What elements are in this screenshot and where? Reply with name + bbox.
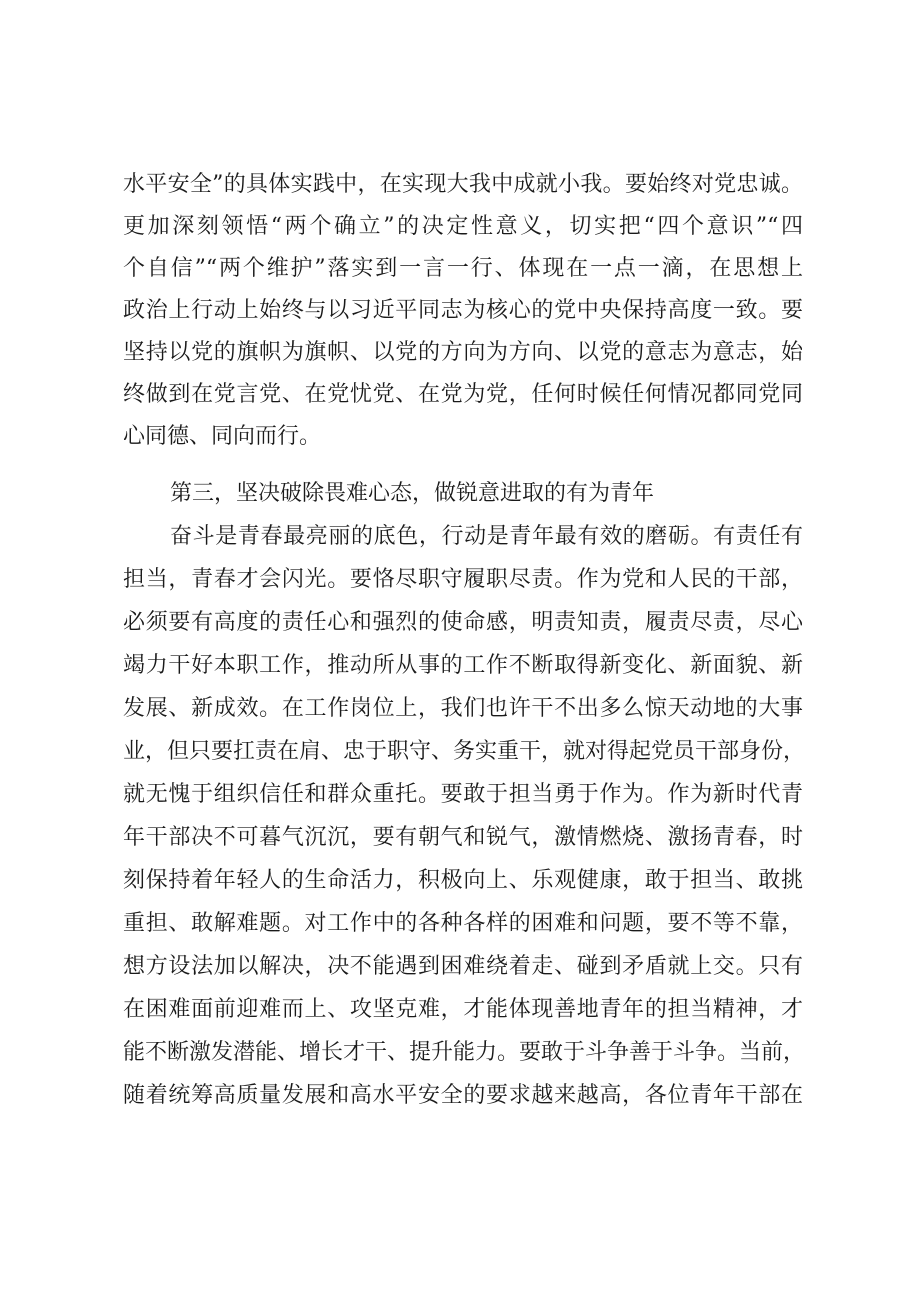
text-line: 刻保持着年轻人的生命活力，积极向上、乐观健康，敢于担当、敢挑 bbox=[123, 868, 803, 893]
text-line: 业，但只要扛责在肩、忠于职守、务实重干，就对得起党员干部身份， bbox=[123, 739, 806, 764]
text-line: 奋斗是青春最亮丽的底色，行动是青年最有效的磨砺。有责任有 bbox=[170, 524, 803, 549]
text-line: 想方设法加以解决，决不能遇到困难绕着走、碰到矛盾就上交。只有 bbox=[123, 954, 803, 979]
text-line: 终做到在党言党、在党忧党、在党为党，任何时候任何情况都同党同 bbox=[123, 382, 803, 407]
text-line: 能不断激发潜能、增长才干、提升能力。要敢于斗争善于斗争。当前， bbox=[123, 1040, 806, 1065]
text-line: 重担、敢解难题。对工作中的各种各样的困难和问题，要不等不靠， bbox=[123, 911, 803, 936]
text-line: 随着统筹高质量发展和高水平安全的要求越来越高，各位青年干部在 bbox=[123, 1083, 803, 1108]
text-line: 坚持以党的旗帜为旗帜、以党的方向为方向、以党的意志为意志，始 bbox=[123, 340, 803, 365]
text-line: 个自信”“两个维护”落实到一言一行、体现在一点一滴，在思想上 bbox=[123, 256, 803, 281]
text-line: 政治上行动上始终与以习近平同志为核心的党中央保持高度一致。要 bbox=[123, 298, 803, 323]
text-line: 就无愧于组织信任和群众重托。要敢于担当勇于作为。作为新时代青 bbox=[123, 782, 803, 807]
text-line: 发展、新成效。在工作岗位上，我们也许干不出多么惊天动地的大事 bbox=[123, 696, 803, 721]
text-line: 必须要有高度的责任心和强烈的使命感，明责知责，履责尽责，尽心 bbox=[123, 610, 803, 635]
text-line: 更加深刻领悟“两个确立”的决定性意义，切实把“四个意识”“四 bbox=[123, 214, 803, 239]
text-line: 年干部决不可暮气沉沉，要有朝气和锐气，激情燃烧、激扬青春，时 bbox=[123, 825, 803, 850]
text-line: 水平安全”的具体实践中，在实现大我中成就小我。要始终对党忠诚。 bbox=[123, 172, 803, 197]
text-line: 竭力干好本职工作，推动所从事的工作不断取得新变化、新面貌、新 bbox=[123, 653, 803, 678]
section-heading: 第三，坚决破除畏难心态，做锐意进取的有为青年 bbox=[170, 481, 655, 506]
text-line: 在困难面前迎难而上、攻坚克难，才能体现善地青年的担当精神，才 bbox=[123, 997, 803, 1022]
text-line: 心同德、同向而行。 bbox=[123, 424, 322, 449]
text-line: 担当，青春才会闪光。要恪尽职守履职尽责。作为党和人民的干部， bbox=[123, 567, 803, 592]
